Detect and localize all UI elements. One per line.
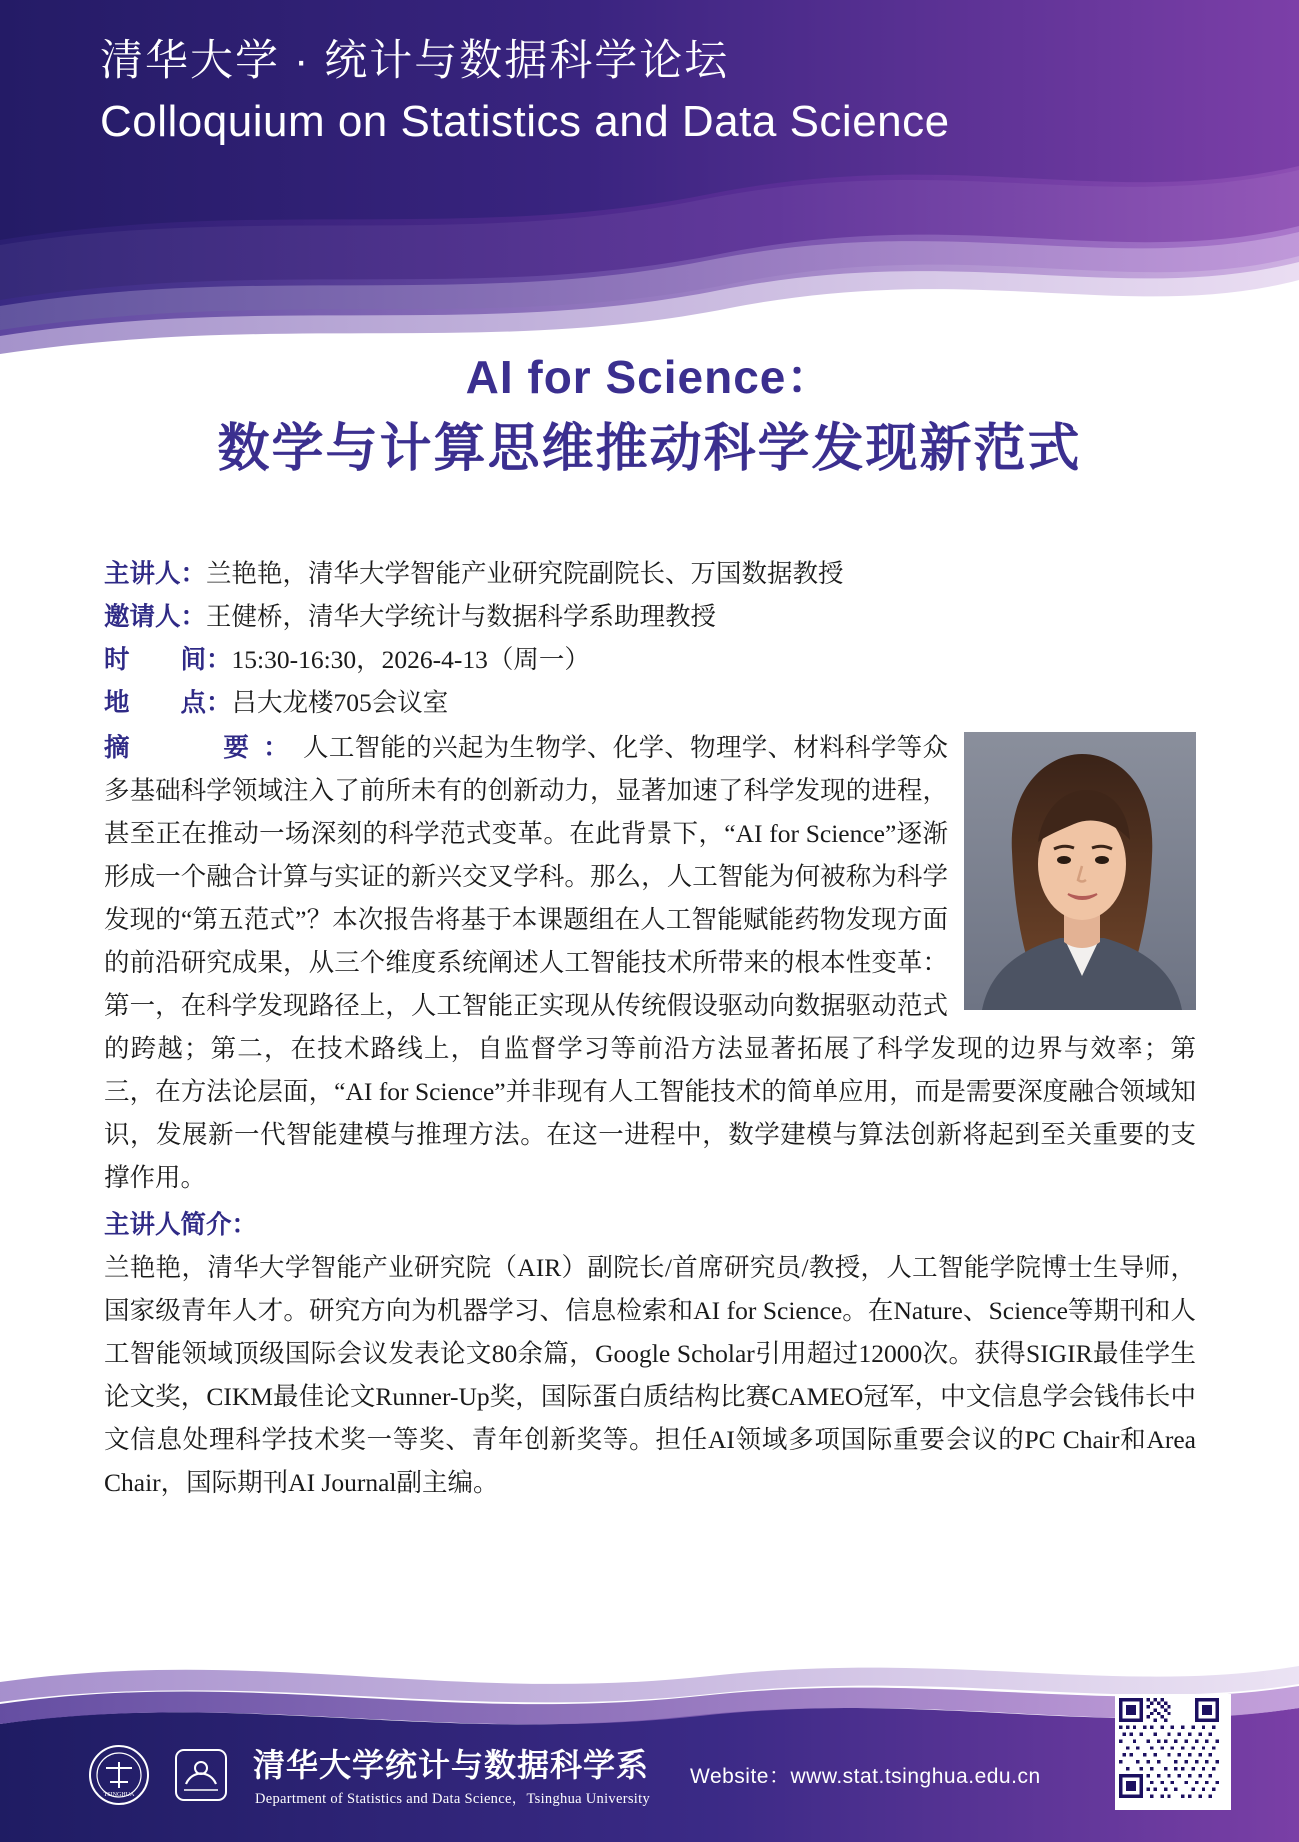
talk-title-en: AI for Science： (465, 351, 834, 403)
talk-title-cn: 数学与计算思维推动科学发现新范式 (217, 419, 1082, 478)
speaker-portrait-graphic (964, 732, 1196, 1010)
time-value: 15:30-16:30，2026-4-13（周一） (231, 645, 590, 674)
place-line (104, 681, 1196, 724)
department-emblem-icon (170, 1744, 232, 1806)
bio-paragraph: 兰艳艳，清华大学智能产业研究院（AIR）副院长/首席研究员/教授，人工智能学院博士生导师，国家级青年人才。研究方向为机器学习、信息检索和AI for Science。在Nature、Science等期刊和人工智能领域顶级国际会议发表论文80余篇，Google Scholar引用超过12000次。获得SIGIR最佳学生论文奖，CIKM最佳论文Runner-Up奖，国际蛋白质结构比赛CAMEO冠军，中文信息学会钱伟长中文信息处理科学技术奖一等奖、青年创新奖等。担任AI领域多项国际重要会议的PC Chair和Area Chair，国际期刊AI Journal副主编。 (104, 1253, 1196, 1497)
website-line (690, 1760, 1041, 1790)
tsinghua-seal-icon (88, 1744, 150, 1806)
header-title-cn: 清华大学 · 统计与数据科学论坛 (100, 37, 730, 85)
header-titles (100, 36, 950, 149)
poster-body (104, 552, 1196, 1504)
place-label: 地 点： (104, 688, 232, 717)
qr-code-graphic (1119, 1698, 1219, 1798)
time-label: 时 间： (104, 645, 232, 674)
speaker-line (104, 552, 1196, 595)
svg-text:TSINGHUA: TSINGHUA (103, 1792, 135, 1798)
website-label: Website： (690, 1765, 791, 1788)
header-title-en: Colloquium on Statistics and Data Science (100, 96, 950, 146)
talk-title (0, 348, 1299, 483)
speaker-value: 兰艳艳，清华大学智能产业研究院副院长、万国数据教授 (206, 559, 844, 588)
host-value: 王健桥，清华大学统计与数据科学系助理教授 (206, 602, 717, 631)
website-url[interactable]: www.stat.tsinghua.edu.cn (790, 1765, 1041, 1788)
abstract-paragraph (104, 726, 1196, 1199)
host-line (104, 595, 1196, 638)
abstract-label: 摘 要： (104, 733, 304, 762)
qr-code[interactable] (1115, 1694, 1231, 1810)
time-line (104, 638, 1196, 681)
speaker-photo (964, 732, 1196, 1010)
footer-bar (0, 1702, 1299, 1842)
host-label: 邀请人： (104, 602, 207, 631)
department-name-en: Department of Statistics and Data Science，Tsinghua University (255, 1791, 650, 1807)
bio-heading: 主讲人简介： (104, 1210, 258, 1239)
speaker-label: 主讲人： (104, 559, 207, 588)
place-value: 吕大龙楼705会议室 (231, 688, 449, 717)
abstract-text: 人工智能的兴起为生物学、化学、物理学、材料科学等众多基础科学领域注入了前所未有的创新动力，显著加速了科学发现的进程，甚至正在推动一场深刻的科学范式变革。在此背景下，“AI for Science”逐渐形成一个融合计算与实证的新兴交叉学科。那么，人工智能为何被称为科学发现的“第五范式”？本次报告将基于本课题组在人工智能赋能药物发现方面的前沿研究成果，从三个维度系统阐述人工智能技术所带来的根本性变革：第一，在科学发现路径上，人工智能正实现从传统假设驱动向数据驱动范式的跨越；第二，在技术路线上，自监督学习等前沿方法显著拓展了科学发现的边界与效率；第三，在方法论层面，“AI for Science”并非现有人工智能技术的简单应用，而是需要深度融合领域知识，发展新一代智能建模与推理方法。在这一进程中，数学建模与算法创新将起到至关重要的支撑作用。 (104, 733, 1196, 1192)
department-name-cn: 清华大学统计与数据科学系 (253, 1747, 650, 1783)
